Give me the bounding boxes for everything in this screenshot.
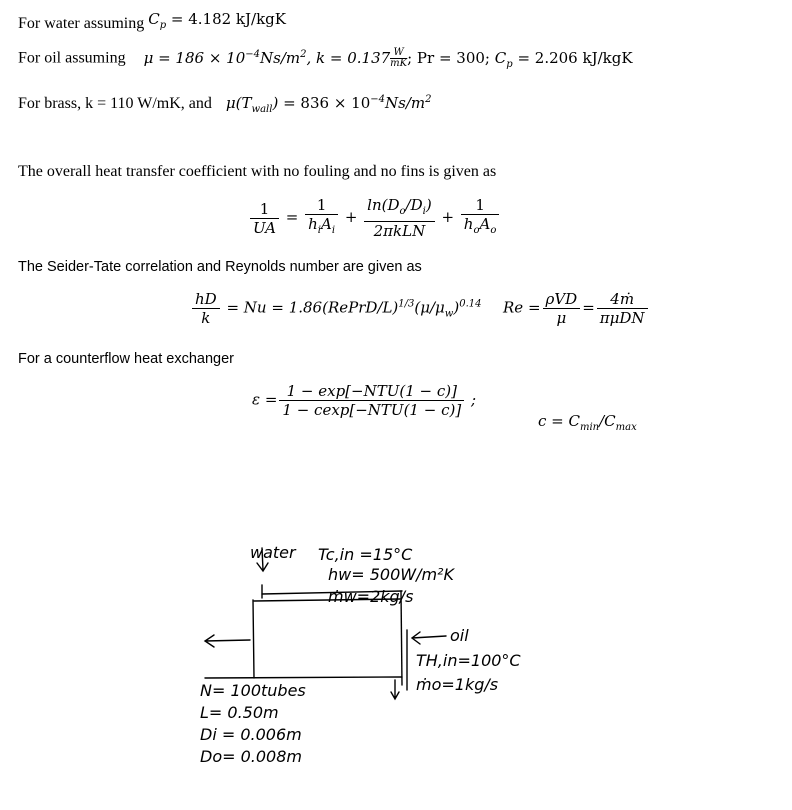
sketch-mw-label: ṁw=2kg/s bbox=[328, 587, 414, 606]
seider-tate-equation: $\frac{hD}{k}$ = $Nu = 1.86(RePrD/L)^{1/3}(\mu/\mu_w)^{0.14}$ Re = $\frac{\text{ρVD}}{\mu}$ = $\frac{\text{4ṁ}}{\text{πμDN}}$ bbox=[190, 290, 650, 327]
sketch-mo-label: ṁo=1kg/s bbox=[416, 675, 499, 694]
oil-down-arrow bbox=[391, 680, 399, 699]
oil-prefix: For oil assuming bbox=[18, 49, 126, 67]
oil-inlet-arrow bbox=[412, 632, 446, 644]
k-unit-fraction: $\frac{W}{mK}$ bbox=[390, 47, 408, 69]
water-properties-line bbox=[18, 10, 286, 31]
sketch-th-in-label: TH,in=100°C bbox=[416, 651, 521, 670]
brass-prefix: For brass, k = 110 W/mK, and bbox=[18, 95, 212, 112]
sketch-hw-label: hw= 500W/m²K bbox=[328, 565, 454, 584]
water-cp: $C_p = 4.182$ kJ/kgK bbox=[148, 10, 286, 31]
brass-mu-wall: $\mu(T_{wall}) = 836 \times 10^{-4}Ns/m^2$ bbox=[225, 94, 432, 115]
effectiveness-fraction: $\frac{\text{1 − exp[−NTU(1 − c)]}}{\text{1 − cexp[−NTU(1 − c)]}}$ bbox=[279, 382, 464, 419]
water-outlet-arrow bbox=[205, 635, 250, 647]
oil-properties-line bbox=[18, 48, 633, 70]
bottom-channel-line bbox=[205, 677, 402, 678]
sketch-n-label: N= 100tubes bbox=[200, 681, 306, 700]
sketch-oil-label: oil bbox=[450, 626, 469, 645]
heat-exchanger-sketch bbox=[0, 510, 792, 810]
oil-mu: $\mu = 186 \times 10^{-4}Ns/m^2$, k = 0.137 $\frac{W}{mK}$ ; Pr = 300; $C_p = 2.206$ kJ/kgK bbox=[143, 47, 633, 70]
overall-coefficient-equation: $\frac{1}{UA}$ = $\frac{1}{h_iA_i}$ + $\frac{\ln(D_o/D_i)}{\text{2πkLN}}$ + $\frac{1}{h_oA_o}$ bbox=[248, 196, 501, 240]
brass-properties-line bbox=[18, 94, 431, 115]
sketch-tc-in-label: Tc,in =15°C bbox=[318, 545, 413, 564]
sketch-water-label: water bbox=[250, 543, 296, 562]
counterflow-text: For a counterflow heat exchanger bbox=[18, 351, 235, 367]
sketch-l-label: L= 0.50m bbox=[200, 703, 279, 722]
water-prefix: For water assuming bbox=[18, 15, 145, 32]
sketch-do-label: Do= 0.008m bbox=[200, 747, 302, 766]
sketch-di-label: Di = 0.006m bbox=[200, 725, 302, 744]
inner-left-line bbox=[253, 600, 254, 678]
effectiveness-equation: ε = $\frac{\text{1 − exp[−NTU(1 − c)]}}{\text{1 − cexp[−NTU(1 − c)]}}$ ; bbox=[252, 382, 477, 419]
capacity-ratio-definition: $c = C_{min}/C_{max}$ bbox=[538, 412, 637, 433]
seider-tate-text: The Seider-Tate correlation and Reynolds number are given as bbox=[18, 259, 422, 275]
overall-coefficient-text: The overall heat transfer coefficient with no fouling and no fins is given as bbox=[18, 163, 497, 180]
